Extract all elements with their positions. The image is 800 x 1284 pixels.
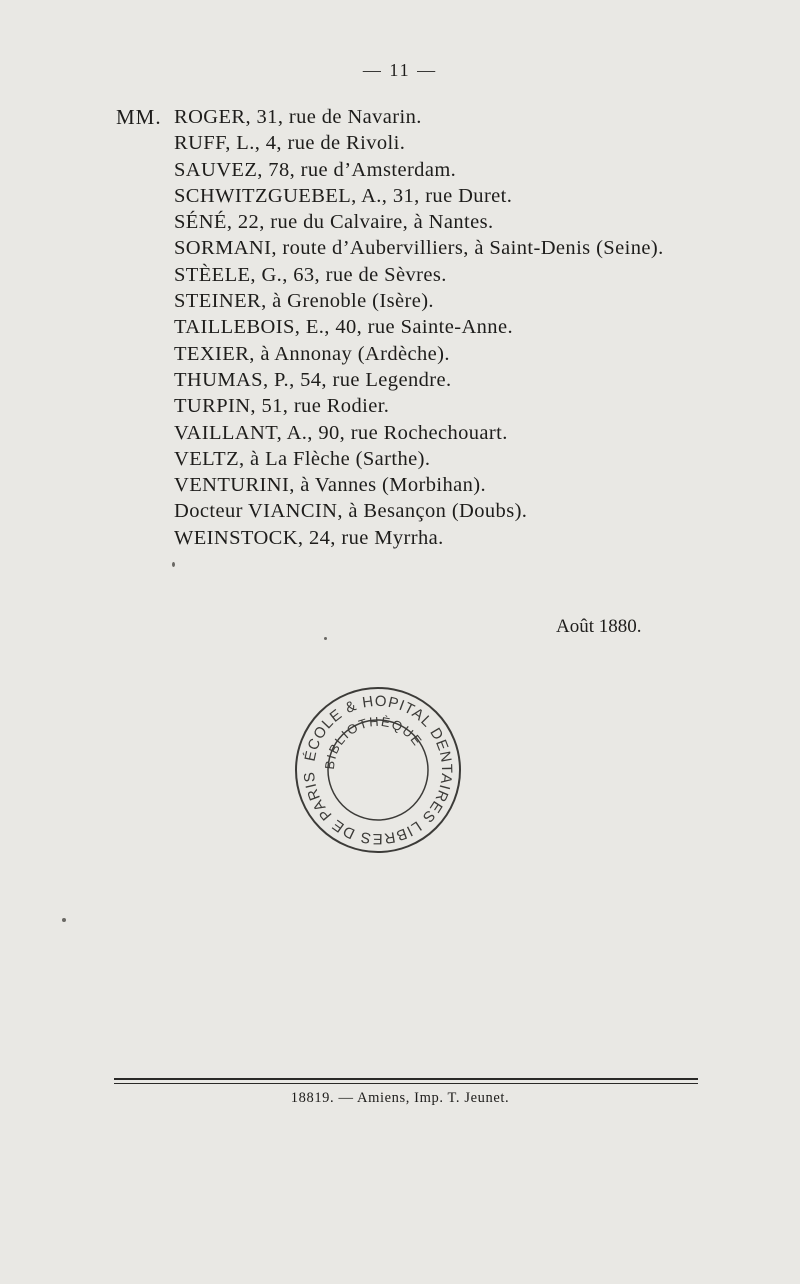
list-item: TAILLEBOIS, E., 40, rue Sainte-Anne. — [174, 316, 513, 339]
footer-rule-thin — [114, 1083, 698, 1084]
list-item: SCHWITZGUEBEL, A., 31, rue Duret. — [174, 184, 513, 207]
stamp-outer-ring — [296, 688, 460, 852]
list-item: VENTURINI, à Vannes (Morbihan). — [174, 474, 487, 497]
stamp-outer-text: ÉCOLE & HOPITAL DENTAIRES LIBRES DE PARIS — [300, 692, 456, 848]
stamp-inner-text: BIBLIOTHÈQUE — [321, 713, 426, 771]
paper-speck — [324, 637, 327, 640]
library-stamp — [290, 682, 466, 858]
paper-speck — [172, 562, 175, 567]
recipient-prefix: MM. — [116, 105, 162, 129]
date-line: Août 1880. — [556, 616, 642, 637]
list-item: SAUVEZ, 78, rue d’Amsterdam. — [174, 158, 457, 181]
member-list — [174, 104, 664, 551]
list-item: THUMAS, P., 54, rue Legendre. — [174, 368, 452, 391]
list-item: WEINSTOCK, 24, rue Myrrha. — [174, 526, 444, 549]
paper-speck — [62, 918, 66, 922]
page-number: — 11 — — [362, 60, 438, 80]
list-item: TEXIER, à Annonay (Ardèche). — [174, 342, 450, 365]
list-item: RUFF, L., 4, rue de Rivoli. — [174, 132, 406, 155]
list-item: Docteur VIANCIN, à Besançon (Doubs). — [174, 500, 528, 523]
list-item: VELTZ, à La Flèche (Sarthe). — [174, 447, 431, 470]
list-item: VAILLANT, A., 90, rue Rochechouart. — [174, 421, 508, 444]
list-item: STÈELE, G., 63, rue de Sèvres. — [174, 263, 447, 286]
footer-rule-thick — [114, 1078, 698, 1080]
printer-imprint: 18819. — Amiens, Imp. T. Jeunet. — [290, 1090, 510, 1106]
list-item: TURPIN, 51, rue Rodier. — [174, 395, 390, 418]
list-item: SORMANI, route d’Aubervilliers, à Saint-Denis (Seine). — [174, 237, 664, 260]
list-item: SÉNÉ, 22, rue du Calvaire, à Nantes. — [174, 211, 494, 234]
list-item: ROGER, 31, rue de Navarin. — [174, 106, 422, 128]
list-item: STEINER, à Grenoble (Isère). — [174, 290, 434, 313]
